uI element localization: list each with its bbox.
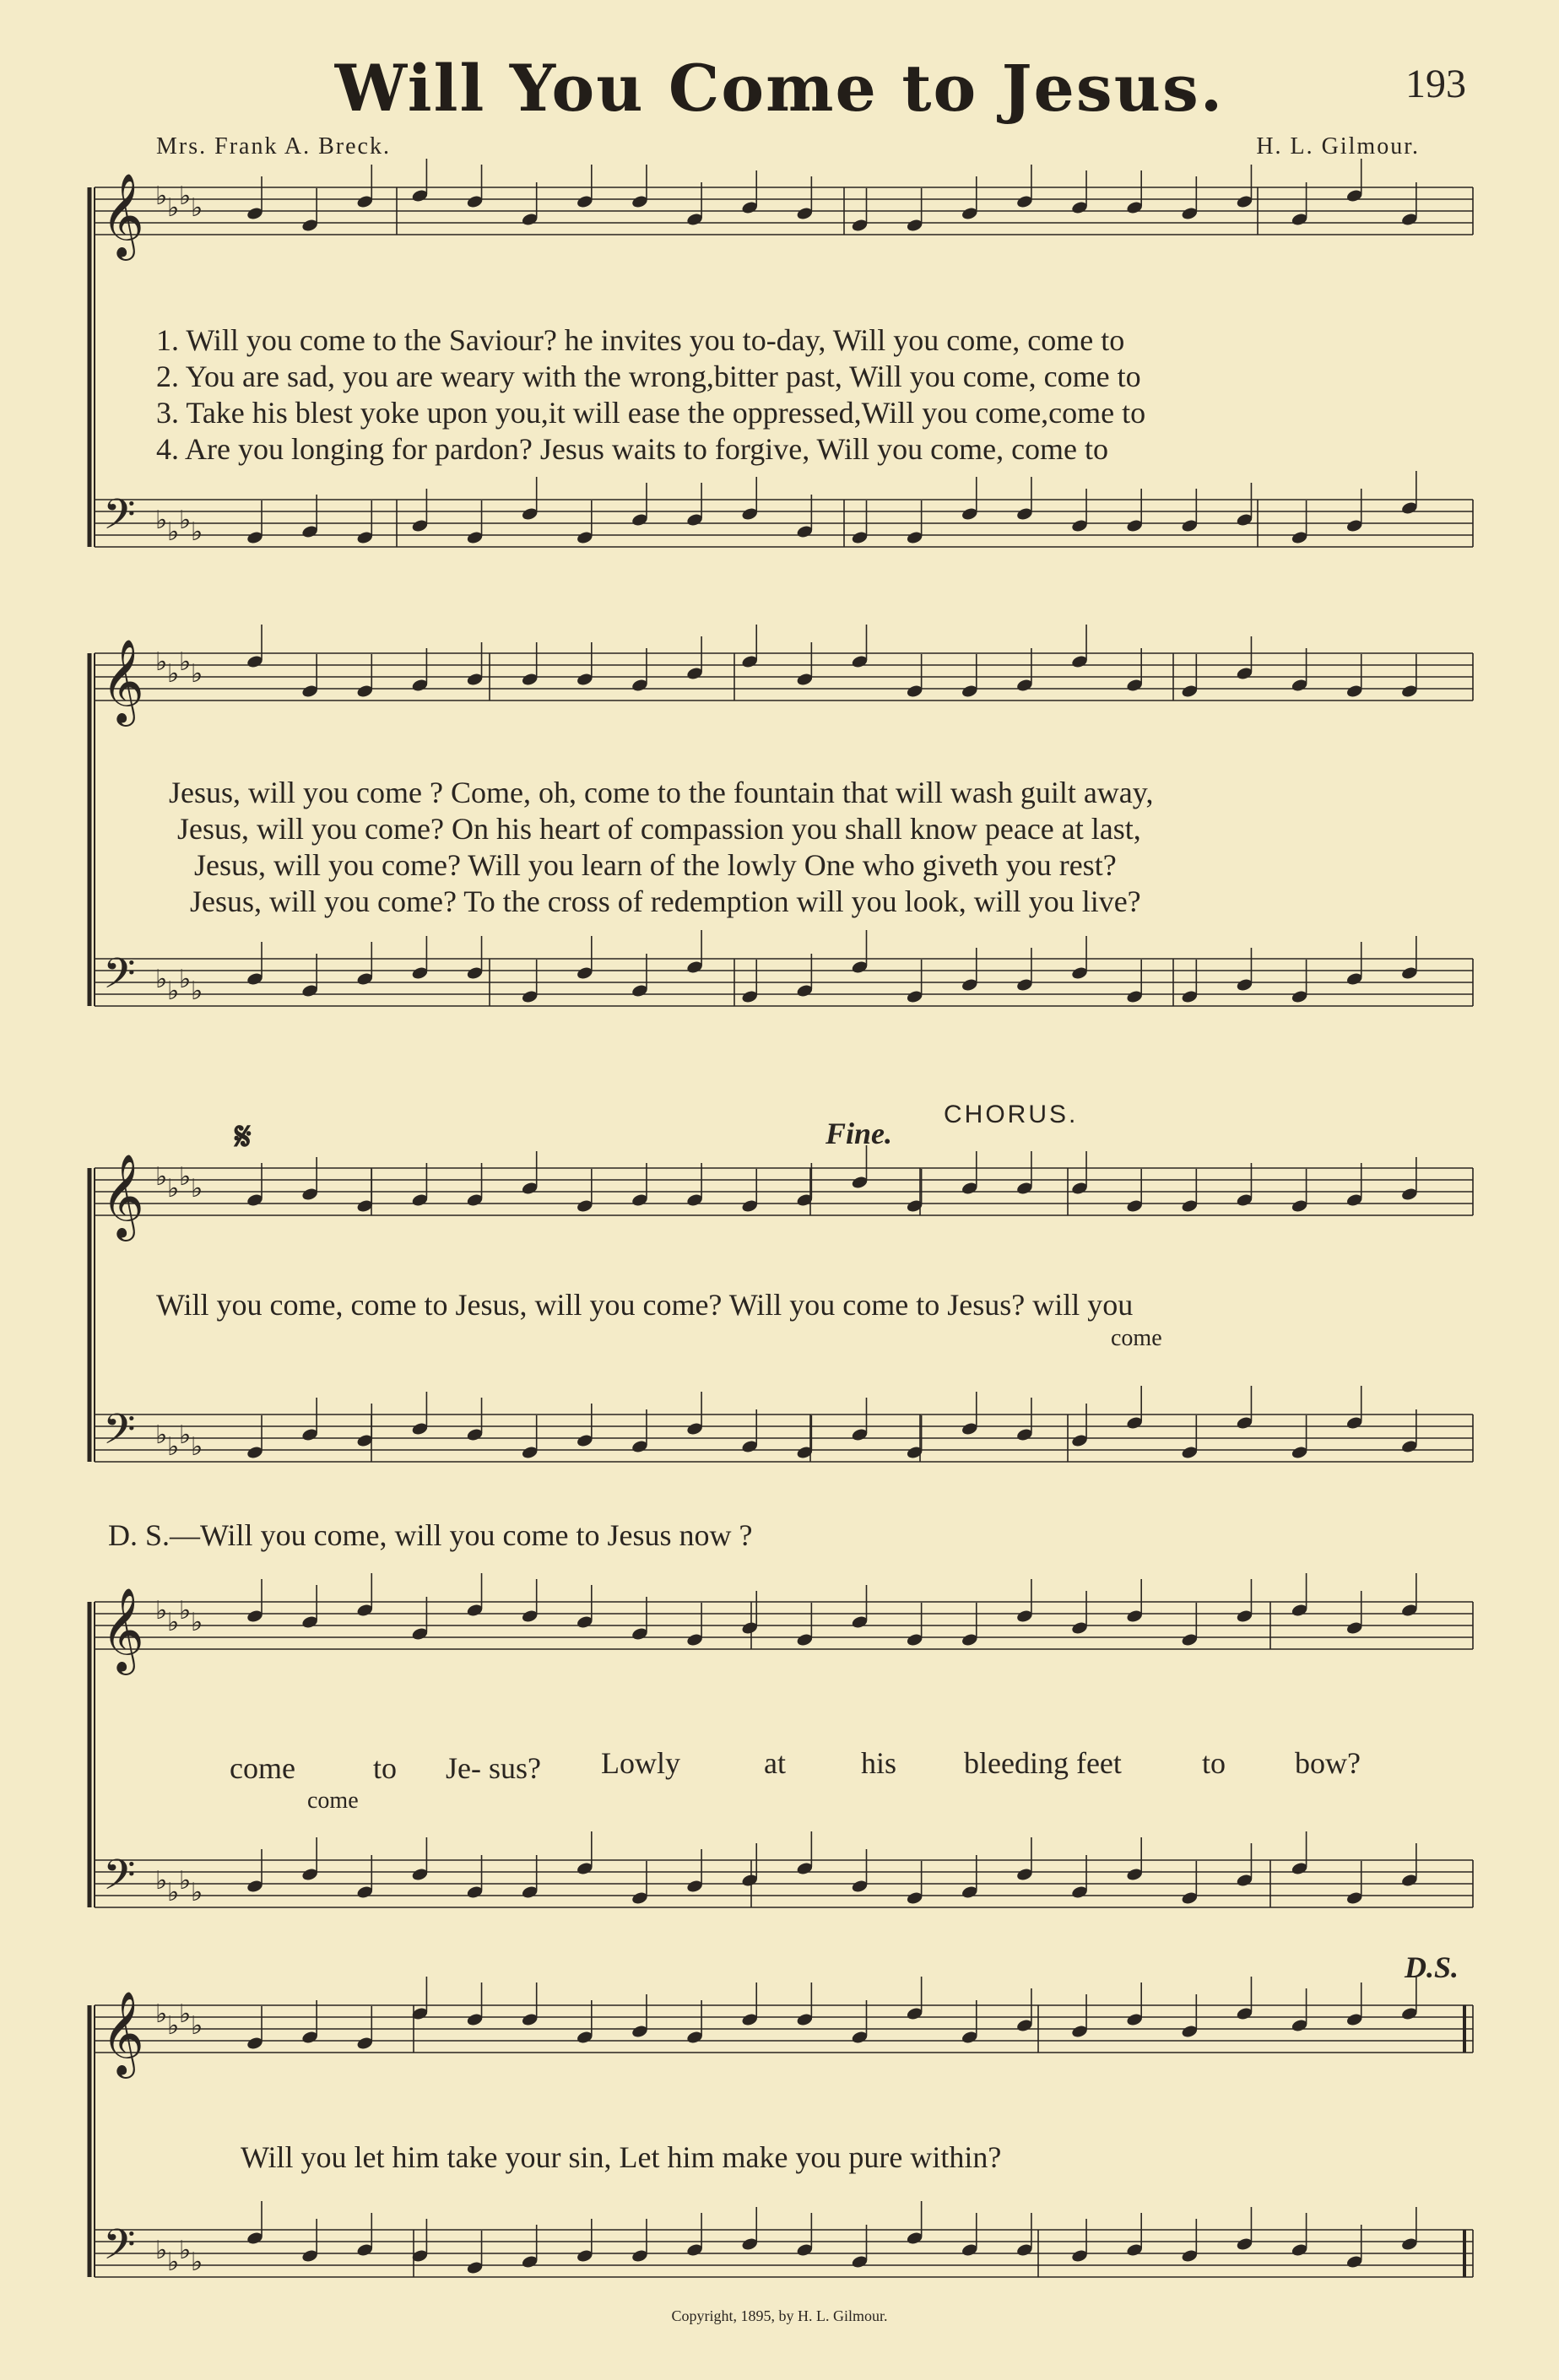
chorus-label: CHORUS. — [944, 1101, 1079, 1128]
svg-text:♭: ♭ — [155, 1162, 168, 1192]
svg-text:♭: ♭ — [167, 2247, 180, 2277]
svg-text:𝄞: 𝄞 — [101, 1991, 144, 2075]
svg-text:♭: ♭ — [179, 1420, 192, 1450]
svg-text:𝄞: 𝄞 — [101, 639, 144, 723]
svg-text:♭: ♭ — [155, 647, 168, 677]
svg-text:♭: ♭ — [167, 1174, 180, 1204]
svg-text:♭: ♭ — [191, 976, 203, 1006]
verse-2-line-2: Jesus, will you come? On his heart of compassion you shall know peace at last, — [177, 812, 1141, 846]
svg-text:♭: ♭ — [155, 1999, 168, 2029]
chorus-line-1: Will you come, come to Jesus, will you come? Will you come to Jesus? will you — [156, 1288, 1134, 1322]
svg-text:♭: ♭ — [179, 1162, 192, 1192]
chorus-line-1-alt: come — [1111, 1325, 1162, 1351]
svg-text:♭: ♭ — [167, 193, 180, 223]
svg-text:♭: ♭ — [191, 517, 203, 547]
chorus-word-8: to — [1202, 1746, 1226, 1780]
chorus-word-1: come — [230, 1751, 295, 1785]
svg-text:♭: ♭ — [167, 1878, 180, 1907]
svg-text:♭: ♭ — [167, 1608, 180, 1637]
chorus-word-5: at — [764, 1746, 786, 1780]
svg-text:𝄢: 𝄢 — [103, 1405, 136, 1464]
svg-text:♭: ♭ — [155, 1420, 168, 1450]
svg-text:♭: ♭ — [155, 1866, 168, 1896]
chorus-word-2: to — [373, 1751, 398, 1785]
segno-sign: 𝄋 — [235, 1115, 252, 1158]
svg-text:♭: ♭ — [191, 1432, 203, 1462]
svg-text:♭: ♭ — [167, 659, 180, 689]
svg-text:𝄞: 𝄞 — [101, 1588, 144, 1672]
svg-text:𝄢: 𝄢 — [103, 2220, 136, 2280]
svg-text:♭: ♭ — [179, 1596, 192, 1625]
verse-1-line-2: Jesus, will you come ? Come, oh, come to the fountain that will wash guilt away, — [169, 776, 1154, 809]
lyricist: Mrs. Frank A. Breck. — [156, 133, 391, 160]
svg-text:♭: ♭ — [191, 2247, 203, 2277]
svg-text:♭: ♭ — [167, 517, 180, 547]
verse-4-line-1: 4. Are you longing for pardon? Jesus waits to forgive, Will you come, come to — [156, 432, 1109, 466]
fine-mark: Fine. — [826, 1117, 893, 1150]
chorus-word-7: bleeding feet — [964, 1746, 1122, 1780]
chorus-word-3: Je- sus? — [446, 1751, 541, 1785]
svg-text:♭: ♭ — [179, 965, 192, 994]
svg-text:♭: ♭ — [179, 2236, 192, 2265]
verse-3-line-1: 3. Take his blest yoke upon you,it will ease the oppressed,Will you come,come to — [156, 396, 1146, 430]
verse-4-line-2: Jesus, will you come? To the cross of redemption will you look, will you live? — [190, 884, 1141, 918]
hymn-title: Will You Come to Jesus. — [334, 51, 1225, 126]
copyright-notice: Copyright, 1895, by H. L. Gilmour. — [671, 2307, 888, 2324]
chorus-word-9: bow? — [1295, 1746, 1361, 1780]
chorus-line-3: Will you let him take your sin, Let him make you pure within? — [241, 2140, 1002, 2174]
chorus-line-2-alt: come — [307, 1788, 359, 1814]
svg-text:♭: ♭ — [191, 1878, 203, 1907]
svg-text:♭: ♭ — [191, 1608, 203, 1637]
svg-text:♭: ♭ — [155, 965, 168, 994]
ds-end-mark: D.S. — [1405, 1950, 1459, 1984]
svg-text:♭: ♭ — [155, 506, 168, 535]
svg-text:𝄞: 𝄞 — [101, 173, 144, 257]
verse-2-line-1: 2. You are sad, you are weary with the wrong,bitter past, Will you come, come to — [156, 360, 1141, 393]
svg-text:♭: ♭ — [167, 2011, 180, 2041]
svg-text:♭: ♭ — [167, 976, 180, 1006]
svg-text:♭: ♭ — [179, 1866, 192, 1896]
svg-text:♭: ♭ — [167, 1432, 180, 1462]
chorus-word-6: his — [861, 1746, 897, 1780]
page-number: 193 — [1405, 62, 1466, 106]
verse-3-line-2: Jesus, will you come? Will you learn of the lowly One who giveth you rest? — [194, 848, 1117, 882]
svg-text:♭: ♭ — [155, 181, 168, 211]
svg-text:𝄞: 𝄞 — [101, 1154, 144, 1238]
svg-text:♭: ♭ — [191, 2011, 203, 2041]
svg-text:♭: ♭ — [155, 2236, 168, 2265]
svg-text:♭: ♭ — [179, 181, 192, 211]
svg-text:𝄢: 𝄢 — [103, 949, 136, 1009]
verse-1-line-1: 1. Will you come to the Saviour? he invites you to-day, Will you come, come to — [156, 323, 1125, 357]
svg-text:♭: ♭ — [179, 506, 192, 535]
svg-text:♭: ♭ — [179, 647, 192, 677]
svg-text:♭: ♭ — [179, 1999, 192, 2029]
chorus-word-4: Lowly — [601, 1746, 680, 1780]
svg-text:♭: ♭ — [191, 659, 203, 689]
composer: H. L. Gilmour. — [1256, 133, 1420, 160]
ds-line: D. S.—Will you come, will you come to Jesus now ? — [108, 1518, 753, 1552]
svg-text:𝄢: 𝄢 — [103, 490, 136, 549]
svg-text:𝄢: 𝄢 — [103, 1851, 136, 1910]
svg-text:♭: ♭ — [191, 1174, 203, 1204]
svg-text:♭: ♭ — [155, 1596, 168, 1625]
svg-text:♭: ♭ — [191, 193, 203, 223]
